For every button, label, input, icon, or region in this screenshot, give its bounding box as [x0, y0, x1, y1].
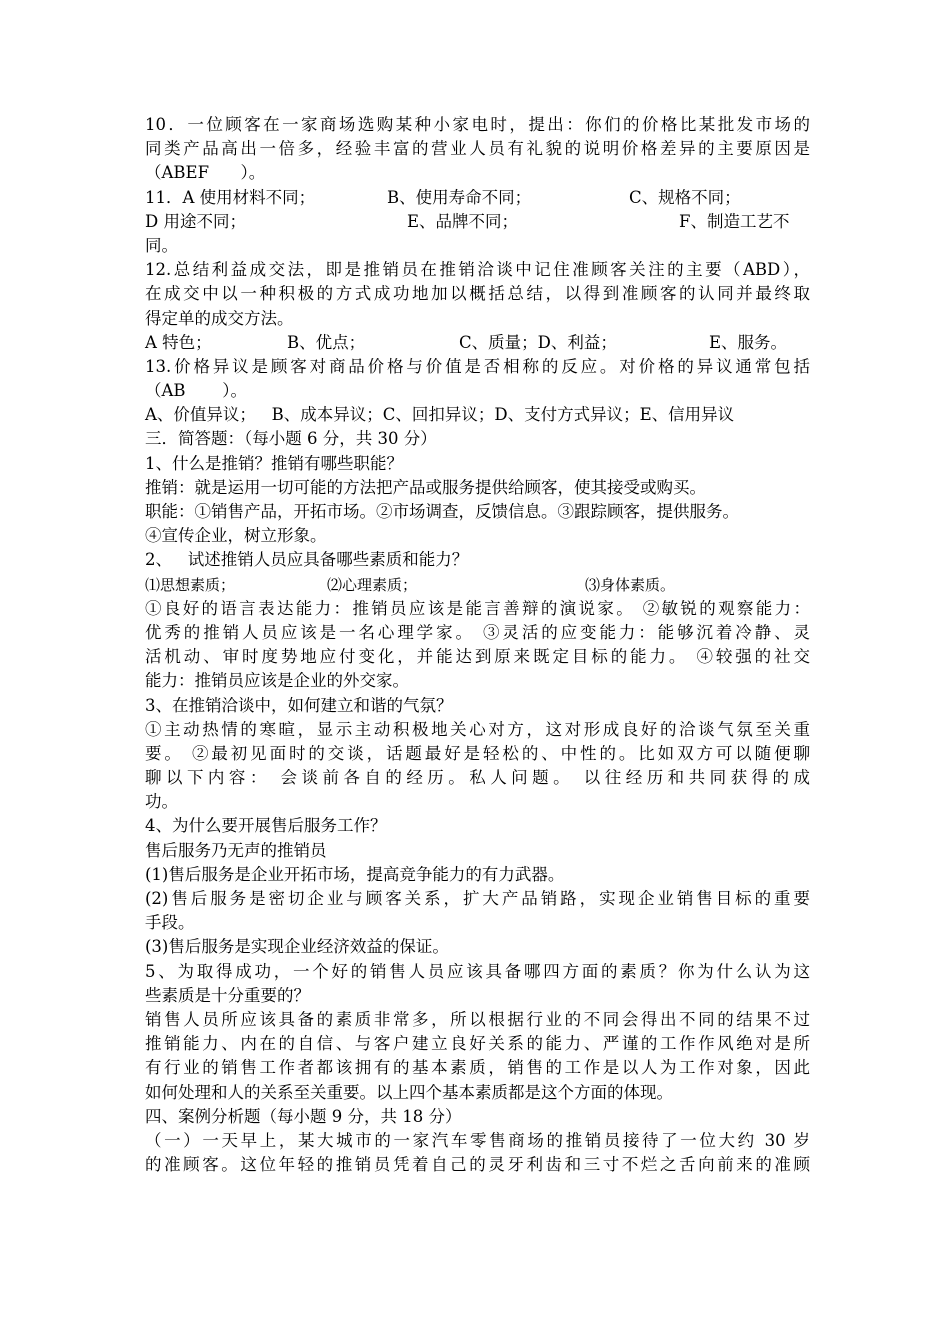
s1-answer-2: 职能：①销售产品，开拓市场。②市场调查，反馈信息。③跟踪顾客，提供服务。 — [145, 502, 739, 521]
q11-option-f: F、制造工艺不 — [679, 211, 790, 231]
s2-answer-2: 优秀的推销人员应该是一名心理学家。 ③灵活的应变能力：能够沉着冷静、灵 — [145, 622, 810, 642]
q11-options-row-1 — [145, 186, 810, 210]
q11-option-c: C、规格不同； — [629, 187, 741, 207]
s4-answer-2: (2)售后服务是密切企业与顾客关系，扩大产品销路，实现企业销售目标的重要 — [145, 889, 810, 908]
s2-point-2: ⑵心理素质； — [327, 575, 418, 594]
s2-answer-1: ①良好的语言表达能力：推销员应该是能言善辩的演说家。 ②敏锐的观察能力： — [145, 598, 810, 618]
q13-options: A、价值异议； B、成本异议；C、回扣异议；D、支付方式异议；E、信用异议 — [145, 405, 735, 425]
s1-answer-1: 推销：就是运用一切可能的方法把产品或服务提供给顾客，使其接受或购买。 — [145, 477, 706, 497]
q13-line-1: 13.价格异议是顾客对商品价格与价值是否相称的反应。对价格的异议通常包括 — [145, 356, 810, 376]
q11-option-a: 11．A 使用材料不同； — [145, 187, 316, 207]
q11-option-b: B、使用寿命不同； — [387, 187, 532, 207]
s2-answer-4: 能力：推销员应该是企业的外交家。 — [145, 671, 409, 691]
q10-line-1: 10．一位顾客在一家商场选购某种小家电时，提出：你们的价格比某批发市场的 — [145, 115, 810, 134]
s1-answer-3: ④宣传企业，树立形象。 — [145, 526, 327, 546]
q11-option-e: E、品牌不同； — [407, 211, 519, 231]
q12-option-e: E、服务。 — [709, 332, 788, 352]
case1-line-2: 的准顾客。这位年轻的推销员凭着自己的灵牙利齿和三寸不烂之舌向前来的准顾 — [145, 1155, 810, 1175]
q11-tail: 同。 — [145, 235, 178, 255]
s3-question: 3、在推销洽谈中，如何建立和谐的气氛？ — [145, 695, 453, 715]
q13-line-2: （AB ）。 — [145, 381, 248, 401]
s5-answer-2: 推销能力、内在的自信、与客户建立良好关系的能力、严谨的工作作风绝对是所 — [145, 1034, 810, 1054]
s4-answer-1: (1)售后服务是企业开拓市场，提高竞争能力的有力武器。 — [145, 864, 565, 884]
s2-points-row — [145, 573, 810, 597]
s1-question: 1、什么是推销？推销有哪些职能？ — [145, 453, 403, 473]
s2-question: 2、 试述推销人员应具备哪些素质和能力？ — [145, 550, 469, 570]
q12-option-a: A 特色； — [145, 332, 212, 352]
q12-option-cd: C、质量；D、利益； — [459, 332, 617, 352]
s3-answer-2: 要。 ②最初见面时的交谈，话题最好是轻松的、中性的。比如双方可以随便聊 — [145, 743, 810, 763]
q11-option-d: D 用途不同； — [145, 211, 246, 231]
case1-line-1: （一）一天早上，某大城市的一家汽车零售商场的推销员接待了一位大约 30 岁 — [145, 1130, 810, 1150]
s4-question: 4、为什么要开展售后服务工作？ — [145, 816, 387, 836]
s4-answer-3: 手段。 — [145, 913, 195, 933]
q10-line-3: （ABEF ）。 — [145, 163, 266, 183]
section3-heading: 三．简答题：（每小题 6 分，共 30 分） — [145, 429, 437, 449]
s4-answer-0: 售后服务乃无声的推销员 — [145, 840, 327, 860]
s4-answer-4: (3)售后服务是实现企业经济效益的保证。 — [145, 937, 449, 957]
q12-line-2: 在成交中以一种积极的方式成功地加以概括总结，以得到准顾客的认同并最终取 — [145, 284, 810, 304]
section4-heading: 四、案例分析题（每小题 9 分，共 18 分） — [145, 1106, 462, 1126]
s2-answer-3: 活机动、审时度势地应付变化，并能达到原来既定目标的能力。 ④较强的社交 — [145, 647, 810, 667]
s5-question-2: 些素质是十分重要的？ — [145, 985, 310, 1005]
document-page — [145, 113, 810, 1177]
q11-options-row-2 — [145, 210, 810, 234]
s5-answer-4: 如何处理和人的关系至关重要。以上四个基本素质都是这个方面的体现。 — [145, 1082, 673, 1102]
q12-line-3: 得定单的成交方法。 — [145, 308, 294, 328]
s3-answer-1: ①主动热情的寒暄，显示主动积极地关心对方，这对形成良好的洽谈气氛至关重 — [145, 719, 810, 739]
q12-options-row — [145, 331, 810, 355]
s5-answer-3: 有行业的销售工作者都该拥有的基本素质，销售的工作是以人为工作对象，因此 — [145, 1058, 810, 1078]
s3-answer-3: 聊以下内容： 会谈前各自的经历。私人问题。 以往经历和共同获得的成 — [145, 768, 810, 788]
s5-question-1: 5、为取得成功，一个好的销售人员应该具备哪四方面的素质？你为什么认为这 — [145, 961, 810, 981]
s2-point-3: ⑶身体素质。 — [585, 575, 676, 594]
s2-point-1: ⑴思想素质； — [145, 575, 236, 594]
q12-line-1: 12.总结利益成交法，即是推销员在推销洽谈中记住准顾客关注的主要（ABD）， — [145, 260, 810, 280]
q10-line-2: 同类产品高出一倍多，经验丰富的营业人员有礼貌的说明价格差异的主要原因是 — [145, 139, 810, 159]
s3-answer-4: 功。 — [145, 792, 178, 812]
q12-option-b: B、优点； — [287, 332, 366, 352]
s5-answer-1: 销售人员所应该具备的素质非常多，所以根据行业的不同会得出不同的结果不过 — [145, 1009, 810, 1029]
